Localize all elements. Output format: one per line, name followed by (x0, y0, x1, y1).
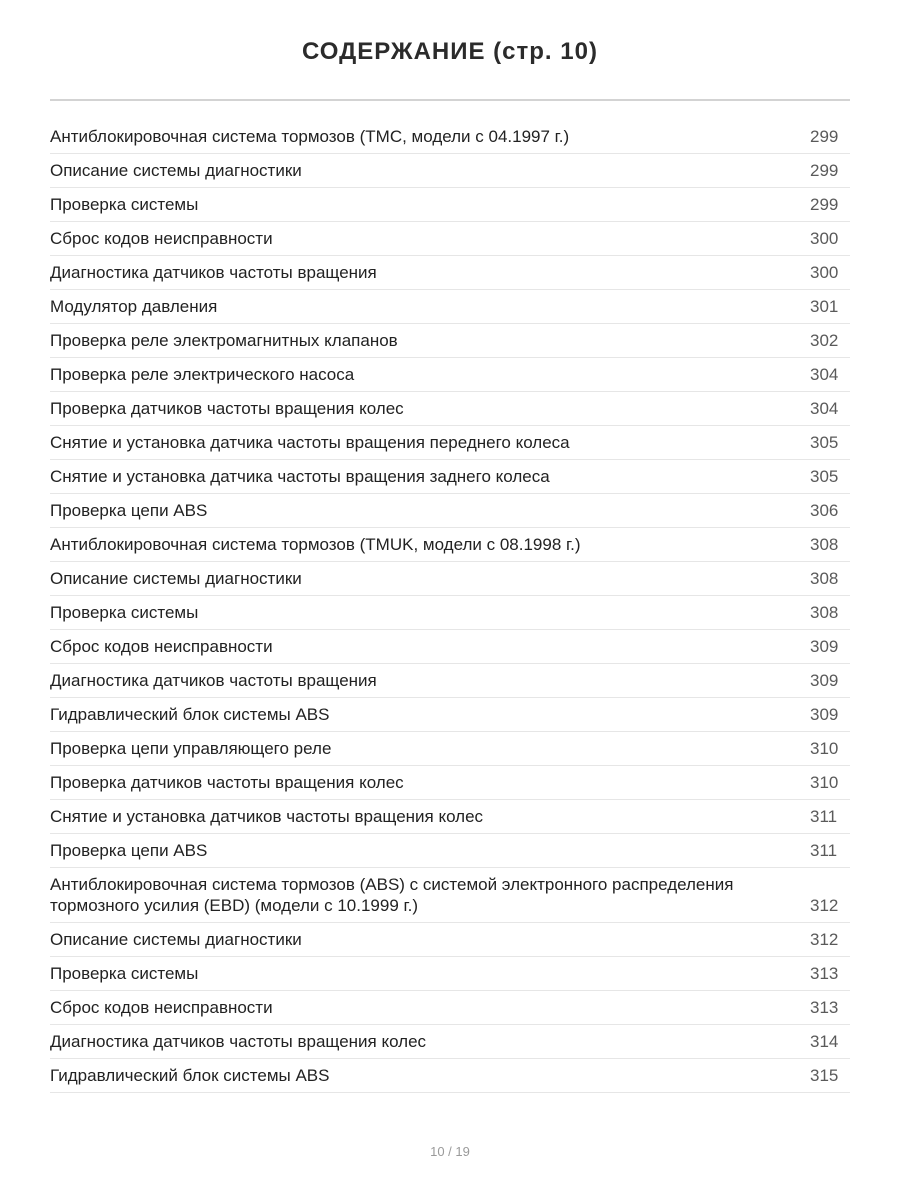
toc-entry-title: Диагностика датчиков частоты вращения (50, 263, 377, 282)
toc-entry-title: Проверка цепи управляющего реле (50, 739, 332, 758)
toc-entry-page-number: 304 (810, 399, 839, 418)
toc-entry-page-number: 310 (810, 773, 839, 792)
toc-entry-title: Проверка системы (50, 195, 199, 214)
toc-entry[interactable] (50, 1059, 850, 1093)
toc-entry-title: Снятие и установка датчика частоты вращения заднего колеса (50, 467, 550, 486)
toc-entry-page-number: 308 (810, 535, 839, 554)
toc-entry-title: Проверка датчиков частоты вращения колес (50, 773, 404, 792)
toc-entry[interactable] (50, 460, 850, 494)
toc-entry-page-number: 299 (810, 161, 839, 180)
toc-entry-page-number: 305 (810, 467, 839, 486)
toc-entry-title: Проверка реле электрического насоса (50, 365, 355, 384)
toc-entry[interactable] (50, 732, 850, 766)
toc-entry-page-number: 306 (810, 501, 839, 520)
page-title: СОДЕРЖАНИЕ (стр. 10) (302, 38, 598, 65)
toc-entry-title: Проверка цепи ABS (50, 841, 208, 860)
title-divider (50, 99, 850, 101)
toc-entry[interactable] (50, 426, 850, 460)
toc-entry-title: Антиблокировочная система тормозов (TMUK, модели с 08.1998 г.) (50, 535, 581, 554)
toc-entry-title: Диагностика датчиков частоты вращения (50, 671, 377, 690)
toc-entry[interactable] (50, 392, 850, 426)
table-of-contents (50, 120, 850, 1093)
toc-entry-title: Описание системы диагностики (50, 930, 302, 949)
toc-entry-title: Описание системы диагностики (50, 161, 302, 180)
toc-entry-title: Сброс кодов неисправности (50, 637, 273, 656)
toc-entry-title: Антиблокировочная система тормозов (TMC, модели с 04.1997 г.) (50, 127, 570, 146)
toc-entry-title: Проверка цепи ABS (50, 501, 208, 520)
toc-entry-page-number: 309 (810, 637, 839, 656)
toc-entry-title: Проверка датчиков частоты вращения колес (50, 399, 404, 418)
toc-entry[interactable] (50, 596, 850, 630)
toc-entry-page-number: 309 (810, 671, 839, 690)
toc-entry[interactable] (50, 528, 850, 562)
toc-entry[interactable] (50, 154, 850, 188)
toc-entry-title: Проверка реле электромагнитных клапанов (50, 331, 398, 350)
toc-entry-page-number: 301 (810, 297, 839, 316)
toc-entry-page-number: 314 (810, 1032, 839, 1051)
toc-entry[interactable] (50, 188, 850, 222)
toc-entry[interactable] (50, 923, 850, 957)
toc-entry[interactable] (50, 800, 850, 834)
toc-entry[interactable] (50, 290, 850, 324)
toc-entry-title: Снятие и установка датчика частоты вращения переднего колеса (50, 433, 570, 452)
toc-entry-title: Сброс кодов неисправности (50, 998, 273, 1017)
toc-entry-page-number: 308 (810, 569, 839, 588)
toc-entry[interactable] (50, 324, 850, 358)
toc-entry-title: Проверка системы (50, 603, 199, 622)
toc-entry-page-number: 313 (810, 964, 839, 983)
toc-entry-page-number: 300 (810, 263, 839, 282)
toc-entry-title: Описание системы диагностики (50, 569, 302, 588)
toc-entry[interactable] (50, 494, 850, 528)
toc-entry[interactable] (50, 664, 850, 698)
toc-entry[interactable] (50, 991, 850, 1025)
toc-entry[interactable] (50, 120, 850, 154)
toc-entry-page-number: 313 (810, 998, 839, 1017)
toc-entry-page-number: 308 (810, 603, 839, 622)
toc-entry-title: Гидравлический блок системы ABS (50, 1066, 330, 1085)
toc-entry[interactable] (50, 562, 850, 596)
toc-entry-page-number: 312 (810, 896, 839, 915)
toc-entry-page-number: 299 (810, 127, 839, 146)
toc-entry[interactable] (50, 358, 850, 392)
toc-entry[interactable] (50, 630, 850, 664)
toc-entry-page-number: 305 (810, 433, 839, 452)
toc-entry-page-number: 315 (810, 1066, 839, 1085)
toc-entry[interactable] (50, 698, 850, 732)
toc-entry-title: Гидравлический блок системы ABS (50, 705, 330, 724)
toc-entry[interactable] (50, 222, 850, 256)
toc-entry-page-number: 310 (810, 739, 839, 758)
toc-entry-title: Антиблокировочная система тормозов (ABS) с системой электронного распределения тормозного усилия (EBD) (модели с 10.1999 г.) (50, 875, 734, 915)
page-indicator: 10 / 19 (430, 1144, 470, 1159)
toc-entry[interactable] (50, 834, 850, 868)
toc-entry-page-number: 302 (810, 331, 839, 350)
toc-entry-title: Модулятор давления (50, 297, 218, 316)
toc-entry-page-number: 300 (810, 229, 839, 248)
toc-entry-title: Проверка системы (50, 964, 199, 983)
toc-entry-page-number: 309 (810, 705, 839, 724)
toc-entry-page-number: 311 (810, 807, 838, 826)
toc-entry[interactable] (50, 1025, 850, 1059)
toc-entry-title: Снятие и установка датчиков частоты вращения колес (50, 807, 484, 826)
toc-entry[interactable] (50, 868, 850, 923)
toc-entry-page-number: 312 (810, 930, 839, 949)
toc-entry[interactable] (50, 256, 850, 290)
toc-entry-page-number: 299 (810, 195, 839, 214)
toc-entry[interactable] (50, 766, 850, 800)
toc-entry-page-number: 311 (810, 841, 838, 860)
toc-entry-title: Сброс кодов неисправности (50, 229, 273, 248)
toc-entry[interactable] (50, 957, 850, 991)
toc-entry-title: Диагностика датчиков частоты вращения колес (50, 1032, 427, 1051)
toc-entry-page-number: 304 (810, 365, 839, 384)
